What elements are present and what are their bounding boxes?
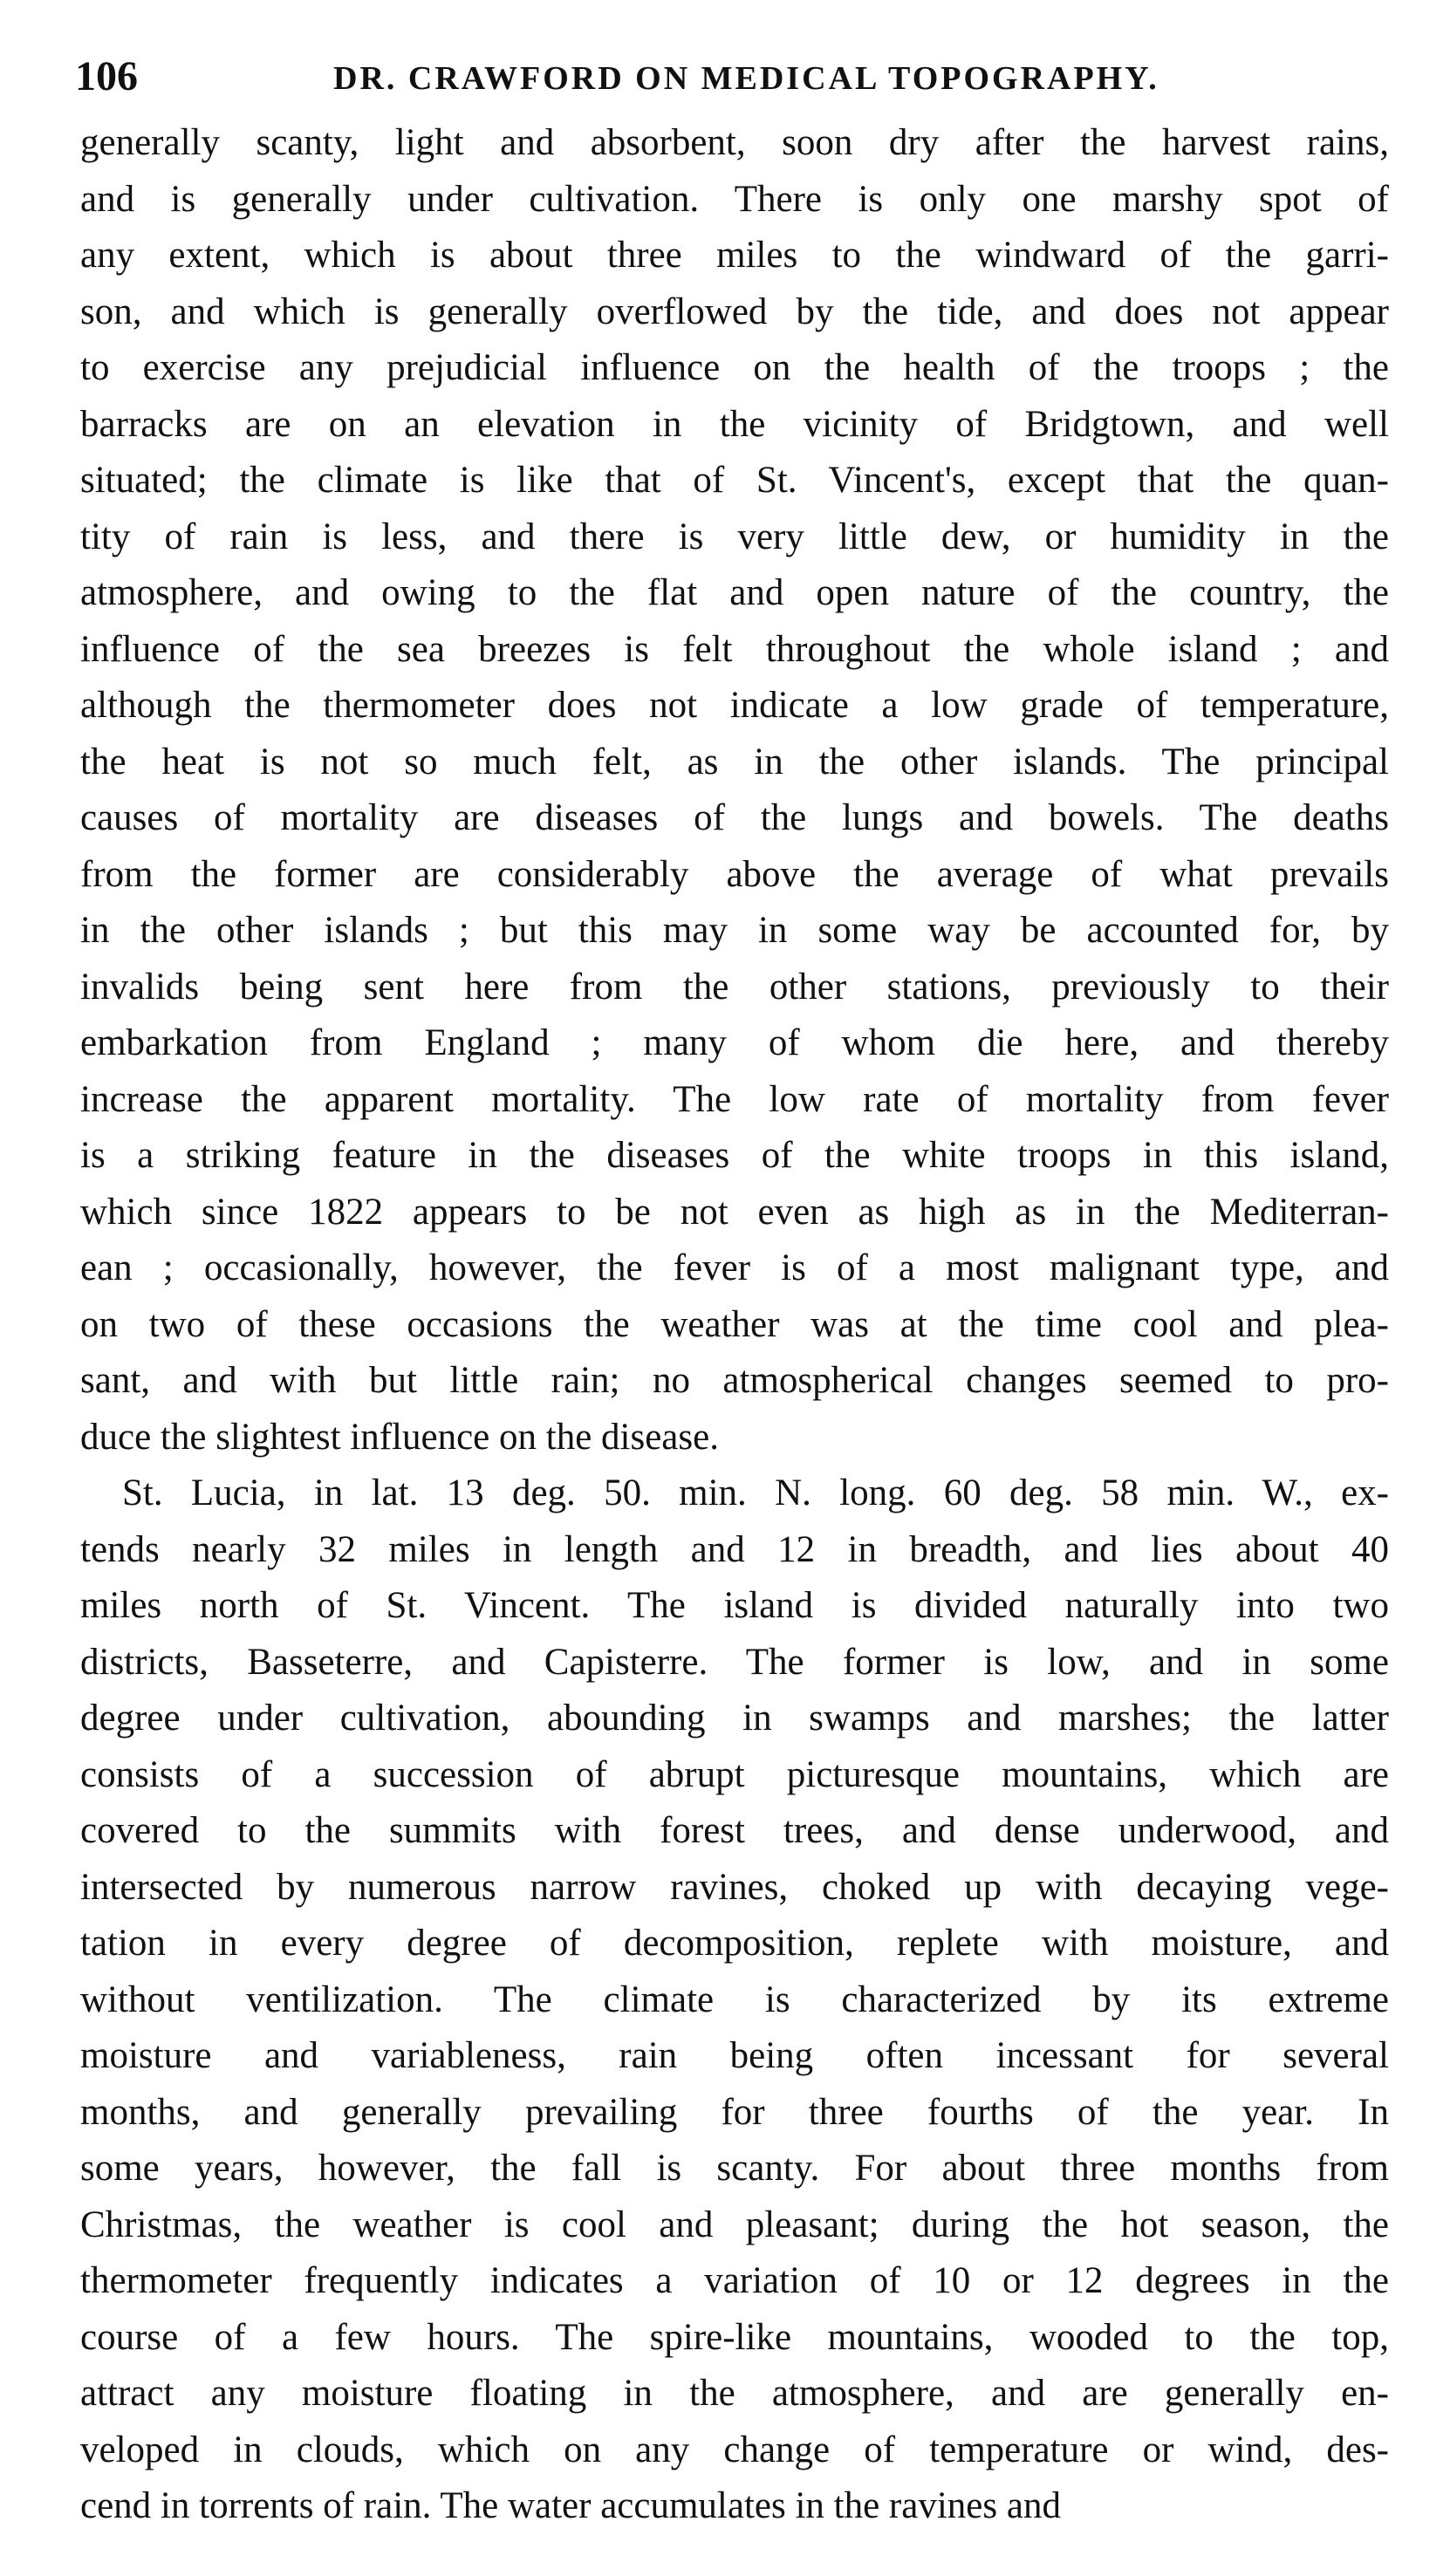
text-line: to exercise any prejudicial influence on the health of the troops ; the <box>80 347 1389 388</box>
text-line: causes of mortality are diseases of the lungs and bowels. The deaths <box>80 797 1389 838</box>
text-line: embarkation from England ; many of whom die here, and thereby <box>80 1022 1389 1063</box>
text-line: atmosphere, and owing to the flat and open nature of the country, the <box>80 572 1389 613</box>
text-line: situated; the climate is like that of St. Vincent's, except that the quan- <box>80 460 1389 501</box>
text-line: tation in every degree of decomposition, replete with moisture, and <box>80 1923 1389 1964</box>
text-line: generally scanty, light and absorbent, soon dry after the harvest rains, <box>80 122 1389 163</box>
paragraph <box>80 1466 1389 2535</box>
text-line: covered to the summits with forest trees, and dense underwood, and <box>80 1810 1389 1851</box>
text-line: St. Lucia, in lat. 13 deg. 50. min. N. long. 60 deg. 58 min. W., ex- <box>122 1472 1389 1513</box>
text-line: districts, Basseterre, and Capisterre. The former is low, and in some <box>80 1641 1389 1683</box>
text-line: degree under cultivation, abounding in swamps and marshes; the latter <box>80 1698 1389 1739</box>
running-title: DR. CRAWFORD ON MEDICAL TOPOGRAPHY. <box>333 60 1159 97</box>
text-line: without ventilization. The climate is characterized by its extreme <box>80 1978 1389 2020</box>
text-line: attract any moisture floating in the atmosphere, and are generally en- <box>80 2373 1389 2414</box>
text-line: tends nearly 32 miles in length and 12 in breadth, and lies about 40 <box>80 1528 1389 1570</box>
book-page <box>75 45 1389 2535</box>
text-line: months, and generally prevailing for three fourths of the year. In <box>80 2091 1389 2133</box>
text-line: barracks are on an elevation in the vicinity of Bridgtown, and well <box>80 403 1389 445</box>
text-line: which since 1822 appears to be not even as high as in the Mediterran- <box>80 1191 1389 1233</box>
text-line: some years, however, the fall is scanty. For about three months from <box>80 2148 1389 2189</box>
text-line: sant, and with but little rain; no atmospherical changes seemed to pro- <box>80 1360 1389 1401</box>
text-line: the heat is not so much felt, as in the other islands. The principal <box>80 741 1389 782</box>
text-line: influence of the sea breezes is felt throughout the whole island ; and <box>80 628 1389 670</box>
text-line: on two of these occasions the weather was at the time cool and plea- <box>80 1303 1389 1345</box>
text-line: increase the apparent mortality. The low rate of mortality from fever <box>80 1078 1389 1120</box>
text-line: intersected by numerous narrow ravines, choked up with decaying vege- <box>80 1866 1389 1908</box>
text-line: although the thermometer does not indicate a low grade of temperature, <box>80 685 1389 726</box>
text-line: son, and which is generally overflowed by the tide, and does not appear <box>80 290 1389 332</box>
text-line: course of a few hours. The spire-like mountains, wooded to the top, <box>80 2316 1389 2358</box>
page-number: 106 <box>75 53 138 99</box>
text-line: and is generally under cultivation. There is only one marshy spot of <box>80 178 1389 220</box>
text-line: tity of rain is less, and there is very little dew, or humidity in the <box>80 516 1389 557</box>
running-head <box>75 45 1389 108</box>
text-line: from the former are considerably above the average of what prevails <box>80 853 1389 895</box>
text-line: in the other islands ; but this may in some way be accounted for, by <box>80 910 1389 951</box>
text-line: thermometer frequently indicates a variation of 10 or 12 degrees in the <box>80 2260 1389 2301</box>
text-line: cend in torrents of rain. The water accumulates in the ravines and <box>80 2485 1061 2526</box>
text-line: Christmas, the weather is cool and pleasant; during the hot season, the <box>80 2204 1389 2245</box>
text-line: any extent, which is about three miles to the windward of the garri- <box>80 235 1389 276</box>
text-line: veloped in clouds, which on any change of temperature or wind, des- <box>80 2429 1389 2470</box>
text-line: duce the slightest influence on the disease. <box>80 1416 719 1458</box>
body-text <box>80 115 1389 2535</box>
text-line: miles north of St. Vincent. The island is divided naturally into two <box>80 1585 1389 1626</box>
text-line: invalids being sent here from the other stations, previously to their <box>80 966 1389 1008</box>
text-line: is a striking feature in the diseases of the white troops in this island, <box>80 1135 1389 1176</box>
text-line: moisture and variableness, rain being often incessant for several <box>80 2035 1389 2076</box>
text-line: ean ; occasionally, however, the fever is of a most malignant type, and <box>80 1247 1389 1288</box>
text-line: consists of a succession of abrupt picturesque mountains, which are <box>80 1753 1389 1795</box>
paragraph <box>80 115 1389 1466</box>
